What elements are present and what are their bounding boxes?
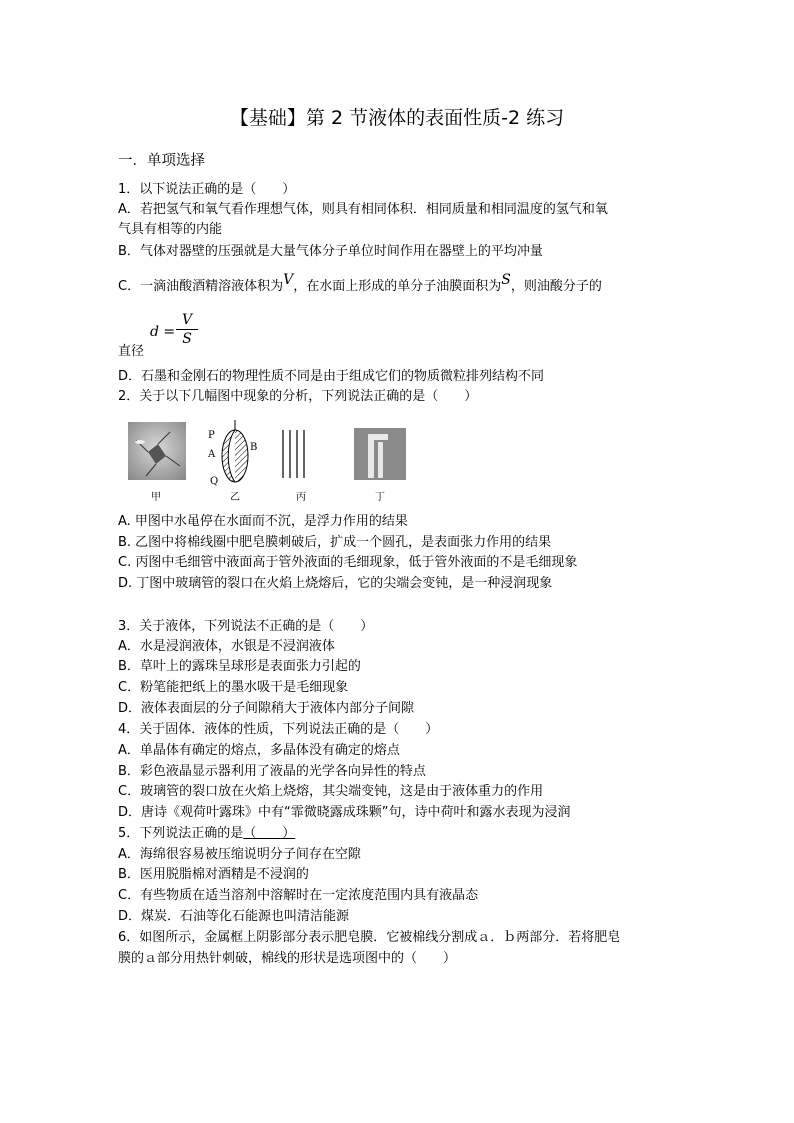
fraction-numerator: V — [181, 312, 193, 328]
q4-stem: 4．关于固体．液体的性质，下列说法正确的是（ ） — [118, 722, 439, 737]
q5-option-a: A．海绵很容易被压缩说明分子间存在空隙 — [118, 847, 361, 862]
q5-answer-blank: （ ） — [243, 826, 296, 841]
q1-option-a-line2: 气具有相等的内能 — [118, 222, 223, 237]
q1-option-d: D．石墨和金刚石的物理性质不同是由于组成它们的物质微粒排列结构不同 — [118, 369, 545, 384]
q4-option-b: B．彩色液晶显示器利用了液晶的光学各向异性的特点 — [118, 764, 426, 779]
q3-option-b: B．草叶上的露珠呈球形是表面张力引起的 — [118, 659, 361, 674]
formula-lhs: d = — [150, 324, 176, 340]
q2-option-b: B. 乙图中将棉线圈中肥皂膜刺破后，扩成一个圆孔，是表面张力作用的结果 — [118, 535, 552, 550]
formula-fraction — [176, 312, 198, 347]
q4-option-a: A．单晶体有确定的熔点，多晶体没有确定的熔点 — [118, 743, 400, 758]
label-q: Q — [210, 476, 219, 487]
diameter-formula — [118, 312, 238, 362]
formula-label: 直径 — [118, 344, 145, 359]
var-s: S — [501, 272, 511, 288]
q5-option-c: C．有些物质在适当溶剂中溶解时在一定浓度范围内具有液晶态 — [118, 888, 479, 903]
q3-option-d: D．液体表面层的分子间隙稍大于液体内部分子间隙 — [118, 701, 415, 716]
q1-option-c — [118, 272, 602, 297]
figure-jia-photo — [128, 422, 186, 480]
figure-bing-capillary — [278, 430, 308, 480]
q1-stem: 1．以下说法正确的是（ ） — [118, 182, 296, 197]
q2-option-c: C. 丙图中毛细管中液面高于管外液面的毛细现象，低于管外液面的不是毛细现象 — [118, 555, 578, 570]
caption-yi: 乙 — [230, 492, 240, 503]
q5-option-b: B．医用脱脂棉对酒精是不浸润的 — [118, 867, 309, 882]
q4-option-c: C．玻璃管的裂口放在火焰上烧熔，其尖端变钝，这是由于液体重力的作用 — [118, 784, 544, 799]
q1-option-c-pre: C．一滴油酸酒精溶液体积为 — [118, 279, 284, 294]
q6-stem-line2: 膜的ａ部分用热针刺破，棉线的形状是选项图中的（ ） — [118, 951, 457, 966]
var-v: V — [283, 272, 294, 288]
caption-jia: 甲 — [151, 492, 161, 503]
page-title: 【基础】第 2 节液体的表面性质-2 练习 — [229, 107, 565, 129]
q1-option-a-line1: A．若把氢气和氧气看作理想气体，则具有相同体积．相同质量和相同温度的氢气和氧 — [118, 202, 608, 217]
caption-ding: 丁 — [375, 492, 385, 503]
q5-stem — [118, 824, 295, 844]
label-b: B — [250, 442, 258, 453]
section-heading: 一．单项选择 — [118, 153, 205, 169]
figure-ding-glass-tube — [354, 428, 406, 480]
fraction-bar — [176, 329, 198, 330]
q1-option-c-post: ，则油酸分子的 — [510, 279, 602, 294]
q3-option-c: C．粉笔能把纸上的墨水吸干是毛细现象 — [118, 680, 349, 695]
q5-option-d: D．煤炭．石油等化石能源也叫清洁能源 — [118, 909, 350, 924]
q1-option-b: B．气体对器壁的压强就是大量气体分子单位时间作用在器壁上的平均冲量 — [118, 244, 543, 259]
fraction-denominator: S — [182, 331, 192, 347]
q5-stem-text: 5．下列说法正确的是 — [118, 826, 244, 841]
q3-option-a: A．水是浸润液体，水银是不浸润液体 — [118, 639, 335, 654]
label-p: P — [208, 430, 215, 441]
q2-option-a: A. 甲图中水黾停在水面而不沉，是浮力作用的结果 — [118, 514, 408, 529]
q3-stem: 3．关于液体，下列说法不正确的是（ ） — [118, 619, 374, 634]
q4-option-d: D．唐诗《观荷叶露珠》中有“霏微晓露成珠颗”句，诗中荷叶和露水表现为浸润 — [118, 805, 571, 820]
q6-stem-line1: 6．如图所示，金属框上阴影部分表示肥皂膜．它被棉线分割成ａ．ｂ两部分．若将肥皂 — [118, 930, 621, 945]
caption-bing: 丙 — [296, 492, 306, 503]
q2-figures — [118, 420, 418, 510]
q2-option-d: D. 丁图中玻璃管的裂口在火焰上烧熔后，它的尖端会变钝，是一种浸润现象 — [118, 576, 553, 591]
q1-option-c-mid: ，在水面上形成的单分子油膜面积为 — [293, 279, 502, 294]
q2-stem: 2．关于以下几幅图中现象的分析，下列说法正确的是（ ） — [118, 389, 478, 404]
label-a: A — [208, 449, 216, 460]
